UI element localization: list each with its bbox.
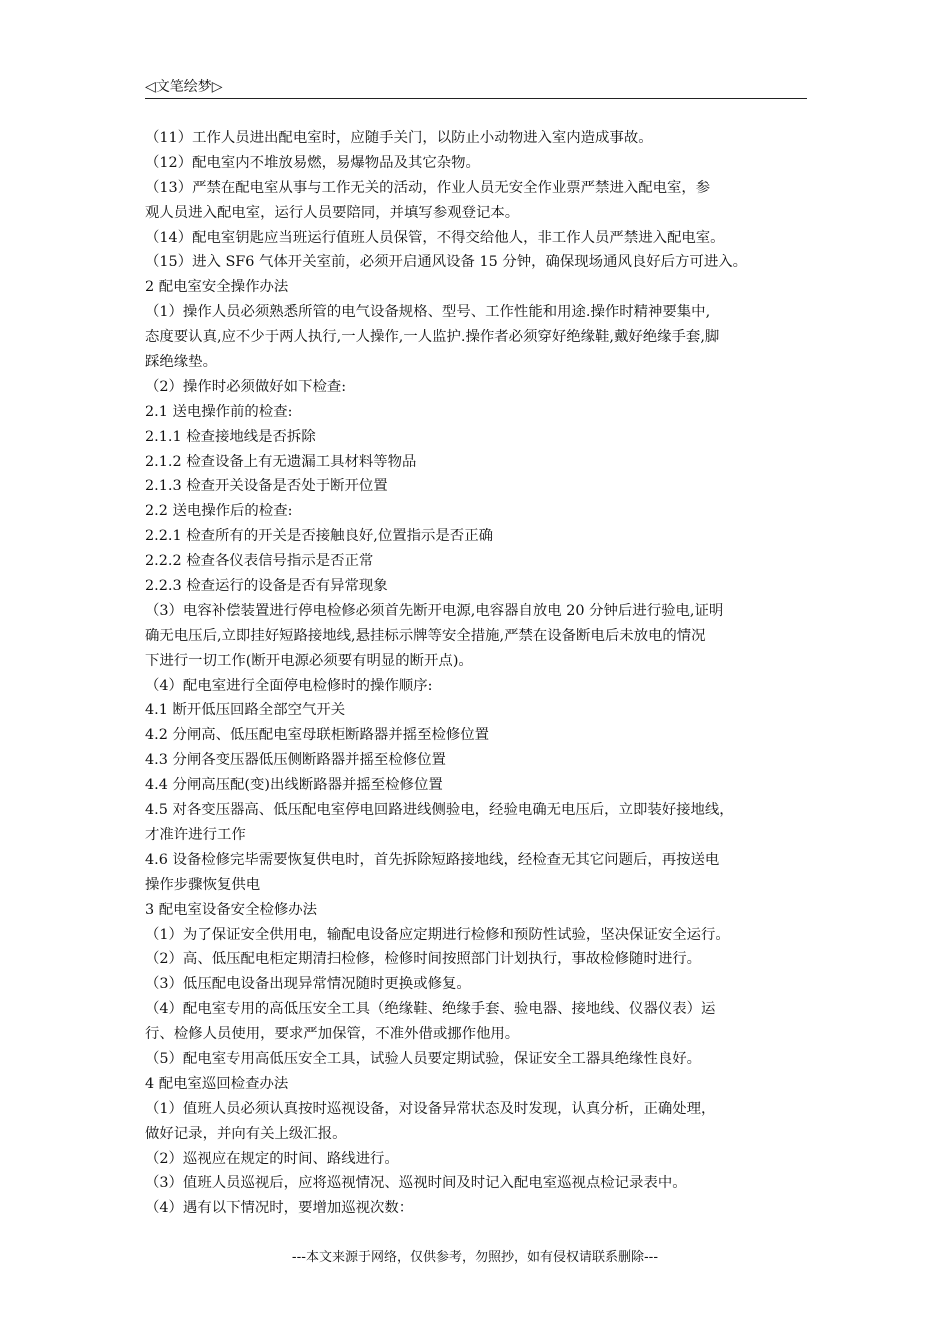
text-line: 确无电压后,立即挂好短路接地线,悬挂标示牌等安全措施,严禁在设备断电后未放电的情况 xyxy=(145,627,706,644)
document-body xyxy=(145,126,820,1221)
text-line: （4）配电室专用的高低压安全工具（绝缘鞋、绝缘手套、验电器、接地线、仪器仪表）运 xyxy=(145,1001,716,1018)
text-line: 4 配电室巡回检查办法 xyxy=(145,1075,289,1092)
text-line: （1）值班人员必须认真按时巡视设备，对设备异常状态及时发现，认真分析，正确处理， xyxy=(145,1100,716,1117)
text-line: （2）高、低压配电柜定期清扫检修，检修时间按照部门计划执行，事故检修随时进行。 xyxy=(145,951,702,968)
text-line: （2）巡视应在规定的时间、路线进行。 xyxy=(145,1150,399,1167)
text-line: （4）配电室进行全面停电检修时的操作顺序: xyxy=(145,677,433,694)
text-line: 4.1 断开低压回路全部空气开关 xyxy=(145,702,346,719)
text-line: 2 配电室安全操作办法 xyxy=(145,279,289,296)
text-line: 2.2.1 检查所有的开关是否接触良好,位置指示是否正确 xyxy=(145,528,493,545)
text-line: 行、检修人员使用，要求严加保管，不准外借或挪作他用。 xyxy=(145,1026,520,1043)
text-line: 才准许进行工作 xyxy=(145,826,246,843)
text-line: （12）配电室内不堆放易燃，易爆物品及其它杂物。 xyxy=(145,154,480,171)
text-line: 4.2 分闸高、低压配电室母联柜断路器并摇至检修位置 xyxy=(145,727,490,744)
text-line: （1）操作人员必须熟悉所管的电气设备规格、型号、工作性能和用途.操作时精神要集中, xyxy=(145,304,711,321)
text-line: 做好记录，并向有关上级汇报。 xyxy=(145,1125,347,1142)
text-line: 态度要认真,应不少于两人执行,一人操作,一人监护.操作者必须穿好绝缘鞋,戴好绝缘手套,脚 xyxy=(145,329,720,346)
header-title: ◁文笔绘梦▷ xyxy=(145,79,223,95)
text-line: （11）工作人员进出配电室时，应随手关门，以防止小动物进入室内造成事故。 xyxy=(145,130,653,146)
text-line: 2.2.2 检查各仪表信号指示是否正常 xyxy=(145,553,374,570)
text-line: 4.4 分闸高压配(变)出线断路器并摇至检修位置 xyxy=(145,777,443,794)
text-line: 操作步骤恢复供电 xyxy=(145,876,261,893)
text-line: 2.2.3 检查运行的设备是否有异常现象 xyxy=(145,578,388,595)
text-line: 4.3 分闸各变压器低压侧断路器并摇至检修位置 xyxy=(145,752,446,769)
page-header xyxy=(145,74,807,99)
text-line: （15）进入 SF6 气体开关室前，必须开启通风设备 15 分钟，确保现场通风良好后方可进入。 xyxy=(145,254,747,271)
text-line: 3 配电室设备安全检修办法 xyxy=(145,901,318,918)
text-line: 4.5 对各变压器高、低压配电室停电回路进线侧验电，经验电确无电压后，立即装好接地线， xyxy=(145,802,734,819)
text-line: 观人员进入配电室，运行人员要陪同，并填写参观登记本。 xyxy=(145,204,520,221)
text-line: 2.2 送电操作后的检查: xyxy=(145,503,293,520)
text-line: （2）操作时必须做好如下检查: xyxy=(145,378,347,395)
text-line: 2.1.2 检查设备上有无遗漏工具材料等物品 xyxy=(145,453,417,470)
text-line: 2.1 送电操作前的检查: xyxy=(145,403,293,420)
text-line: （1）为了保证安全供用电，输配电设备应定期进行检修和预防性试验，坚决保证安全运行。 xyxy=(145,926,730,943)
text-line: 2.1.3 检查开关设备是否处于断开位置 xyxy=(145,478,388,495)
text-line: 下进行一切工作(断开电源必须要有明显的断开点)。 xyxy=(145,652,473,669)
text-line: （3）值班人员巡视后，应将巡视情况、巡视时间及时记入配电室巡视点检记录表中。 xyxy=(145,1175,687,1192)
text-line: 4.6 设备检修完毕需要恢复供电时，首先拆除短路接地线，经检查无其它问题后，再按送电 xyxy=(145,851,720,868)
text-line: （4）遇有以下情况时，要增加巡视次数： xyxy=(145,1200,414,1217)
text-line: 踩绝缘垫。 xyxy=(145,354,217,371)
text-line: 2.1.1 检查接地线是否拆除 xyxy=(145,428,316,445)
text-line: （3）电容补偿装置进行停电检修必须首先断开电源,电容器自放电 20 分钟后进行验电,证明 xyxy=(145,602,724,619)
text-line: （14）配电室钥匙应当班运行值班人员保管，不得交给他人，非工作人员严禁进入配电室。 xyxy=(145,229,725,246)
page-footer: ---本文来源于网络，仅供参考，勿照抄，如有侵权请联系删除--- xyxy=(291,1250,659,1265)
text-line: （13）严禁在配电室从事与工作无关的活动，作业人员无安全作业票严禁进入配电室，参 xyxy=(145,179,711,196)
text-line: （5）配电室专用高低压安全工具，试验人员要定期试验，保证安全工器具绝缘性良好。 xyxy=(145,1050,702,1067)
text-line: （3）低压配电设备出现异常情况随时更换或修复。 xyxy=(145,976,471,993)
